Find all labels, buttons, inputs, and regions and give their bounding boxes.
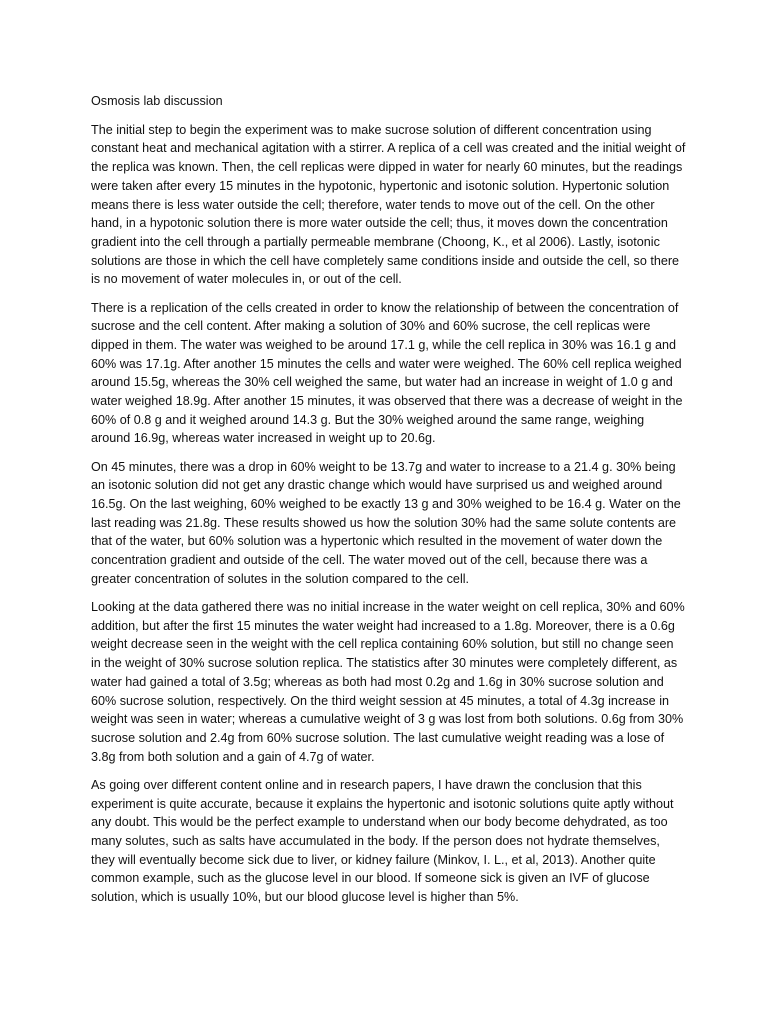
paragraph-intro: The initial step to begin the experiment was to make sucrose solution of different concentration using constant heat and mechanical agitation with a stirrer. A replica of a cell was created and the initial weight of the replica was known. Then, the cell replicas were dipped in water for nearly 60 minutes, but the readings were taken after every 15 minutes in the hypotonic, hypertonic and isotonic solution. Hypertonic solution means there is less water outside the cell; therefore, water tends to move out of the cell. On the other hand, in a hypotonic solution there is more water outside the cell; thus, it moves down the concentration gradient into the cell through a partially permeable membrane (Choong, K., et al 2006). Lastly, isotonic solutions are those in which the cell have completely same conditions inside and outside the cell, so there is no movement of water molecules in, or out of the cell. [91,122,686,287]
paragraph-conclusion: As going over different content online and in research papers, I have drawn the conclusion that this experiment is quite accurate, because it explains the hypertonic and isotonic solutions quite aptly without any doubt. This would be the perfect example to understand when our body become dehydrated, as too many solutes, such as salts have accumulated in the body. If the person does not hydrate themselves, they will eventually become sick due to liver, or kidney failure (Minkov, I. L., et al, 2013). Another quite common example, such as the glucose level in our blood. If someone sick is given an IVF of glucose solution, which is usually 10%, but our blood glucose level is higher than 5%. [91,777,674,905]
paragraph-data-analysis: Looking at the data gathered there was no initial increase in the water weight on cell replica, 30% and 60% addition, but after the first 15 minutes the water weight had increased to a 1.8g. Moreover, there is a 0.6g weight decrease seen in the weight with the cell replica containing 60% solution, but still no change seen in the weight of 30% sucrose solution replica. The statistics after 30 minutes were completely different, as water had gained a total of 3.5g; whereas as both had most 0.2g and 1.6g in 30% sucrose solution and 60% sucrose solution, respectively. On the third weight session at 45 minutes, a total of 4.3g increase in weight was seen in water; whereas a cumulative weight of 3 g was lost from both solutions. 0.6g from 30% sucrose solution and 2.4g from 60% sucrose solution. The last cumulative weight reading was a lose of 3.8g from both solution and a gain of 4.7g of water. [91,600,685,764]
paragraph-replication: There is a replication of the cells created in order to know the relationship of between the concentration of sucrose and the cell content. After making a solution of 30% and 60% sucrose, the cell replicas were dipped in them. The water was weighed to be around 17.1 g, while the cell replica in 30% was 16.1 g and 60% was 17.1g. After another 15 minutes the cells and water were weighed. The 60% cell replica weighed around 15.5g, whereas the 30% cell weighed the same, but water had an increase in weight of 1.0 g and water weighed 18.9g. After another 15 minutes, it was observed that there was a decrease of weight in the 60% of 0.8 g and it weighed around 14.3 g. But the 30% weighed around the same range, weighing around 16.9g, whereas water increased in weight up to 20.6g. [91,300,683,446]
paragraph-45-minutes: On 45 minutes, there was a drop in 60% weight to be 13.7g and water to increase to a 21.4 g. 30% being an isotonic solution did not get any drastic change which would have surprised us and weighed around 16.5g. On the last weighing, 60% weighed to be exactly 13 g and 30% weighed to be 16.4 g. Water on the last reading was 21.8g. These results showed us how the solution 30% had the same solute contents are that of the water, but 60% solution was a hypertonic which resulted in the movement of water down the concentration gradient and outside of the cell. The water moved out of the cell, because there was a greater concentration of solutes in the solution compared to the cell. [91,459,681,586]
document-title: Osmosis lab discussion [91,94,223,108]
document-page [91,92,686,916]
